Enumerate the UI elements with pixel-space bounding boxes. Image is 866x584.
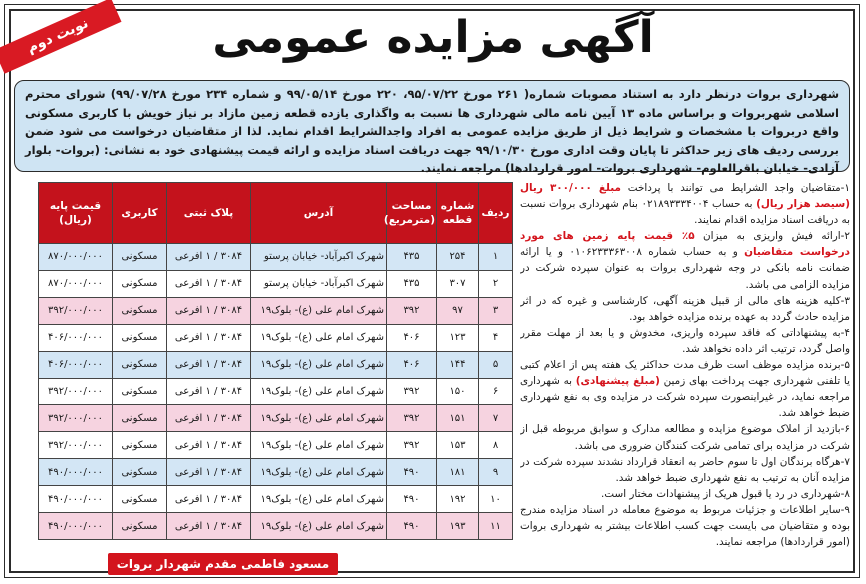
table-cell: ۳۹۲ — [387, 432, 437, 459]
lots-table-wrap — [38, 182, 512, 540]
table-cell: ۵ — [479, 351, 513, 378]
ad-title: آگهی مزایده عمومی — [212, 12, 654, 63]
table-cell: ۳۹۲ — [387, 378, 437, 405]
table-cell: ۴۰۶/۰۰۰/۰۰۰ — [39, 324, 113, 351]
table-cell: ۳۹۲/۰۰۰/۰۰۰ — [39, 405, 113, 432]
table-cell: شهرک امام علی (ع)- بلوک۱۹ — [251, 459, 387, 486]
table-cell: ۳۹۲/۰۰۰/۰۰۰ — [39, 432, 113, 459]
table-cell: ۳۰۸۴ / ۱ افرعی — [167, 244, 251, 271]
column-header: شماره قطعه — [437, 183, 479, 244]
table-row — [39, 270, 513, 297]
table-cell: ۱۸۱ — [437, 459, 479, 486]
table-cell: مسکونی — [113, 378, 167, 405]
table-cell: ۴۳۵ — [387, 270, 437, 297]
table-cell: شهرک اکبرآباد- خیابان پرستو — [251, 270, 387, 297]
table-cell: شهرک امام علی (ع)- بلوک۱۹ — [251, 351, 387, 378]
lots-table — [38, 182, 513, 540]
table-cell: مسکونی — [113, 513, 167, 540]
table-row — [39, 244, 513, 271]
round-ribbon: نوبت دوم — [0, 0, 122, 74]
condition-text-cont: و به حساب شماره ۰۱۰۶۲۳۳۳۶۳۰۰۸ و یا ارائه ضمانت نامه بانکی در وجه شهرداری بروات به عنوان سپرده شرکت در مزایده الزامی می باشد. — [520, 246, 850, 291]
table-cell: مسکونی — [113, 351, 167, 378]
table-cell: ۱۱ — [479, 513, 513, 540]
condition-text-cont: به شهرداری مراجعه نماید، در غیراینصورت سپرده شرکت در مزایده وی به نفع شهرداری ضبط خواهد شد. — [520, 375, 850, 420]
table-cell: ۶ — [479, 378, 513, 405]
table-row — [39, 513, 513, 540]
column-header: قیمت پایه (ریال) — [39, 183, 113, 244]
table-cell: ۱۹۳ — [437, 513, 479, 540]
table-cell: ۳۰۸۴ / ۱ افرعی — [167, 486, 251, 513]
intro-paragraph: شهرداری بروات درنظر دارد به استناد مصوبات شماره( ۲۶۱ مورخ ۹۵/۰۷/۲۲، ۲۲۰ مورخ ۹۹/۰۵/۱۴ و شماره ۲۳۴ مورخ ۹۹/۰۷/۲۸) شورای محترم اسلامی شهربروات و براساس ماده ۱۳ آیین نامه مالی شهرداری ها نسبت به واگذاری یازده قطعه زمین مازاد بر نیاز خویش با کاربری مسکونی واقع دربروات با مشخصات و شرایط ذیل از طریق مزایده عمومی به افراد واجدالشرایط اقدام نماید. لذا از متقاضیان درخواست می شود ضمن بررسی ردیف های زیر حداکثر تا پایان وقت اداری مورخ ۹۹/۱۰/۳۰ جهت دریافت اسناد مزایده و ارائه قیمت پیشنهادی خود به نشانی: (بروات- بلوار آزادی- خیابان باقرالعلوم- شهرداری بروات- امور قراردادها) مراجعه نمایند. — [14, 80, 850, 172]
table-cell: ۴۹۰ — [387, 459, 437, 486]
conditions-list — [520, 180, 850, 552]
table-row — [39, 486, 513, 513]
table-cell: ۳ — [479, 297, 513, 324]
column-header: ردیف — [479, 183, 513, 244]
table-cell: ۳۹۲/۰۰۰/۰۰۰ — [39, 378, 113, 405]
table-cell: ۹۷ — [437, 297, 479, 324]
table-cell: ۴۰۶ — [387, 324, 437, 351]
table-cell: ۳۰۸۴ / ۱ افرعی — [167, 405, 251, 432]
table-cell: ۳۰۸۴ / ۱ افرعی — [167, 378, 251, 405]
table-cell: مسکونی — [113, 270, 167, 297]
condition-highlight: (مبلغ پیشنهادی) — [575, 375, 660, 388]
table-cell: ۳۰۸۴ / ۱ افرعی — [167, 459, 251, 486]
table-cell: مسکونی — [113, 297, 167, 324]
table-row — [39, 405, 513, 432]
table-cell: ۱۵۳ — [437, 432, 479, 459]
table-cell: ۴۹۰/۰۰۰/۰۰۰ — [39, 459, 113, 486]
condition-item — [520, 228, 850, 292]
table-row — [39, 351, 513, 378]
table-cell: مسکونی — [113, 244, 167, 271]
table-cell: شهرک امام علی (ع)- بلوک۱۹ — [251, 432, 387, 459]
condition-item — [520, 325, 850, 357]
table-cell: ۳۰۸۴ / ۱ افرعی — [167, 513, 251, 540]
table-cell: ۱۴۴ — [437, 351, 479, 378]
table-cell: ۲ — [479, 270, 513, 297]
table-cell: ۳۹۲/۰۰۰/۰۰۰ — [39, 297, 113, 324]
condition-text: ۱-متقاضیان واجد الشرایط می توانند با پرداخت — [620, 182, 850, 194]
table-cell: شهرک امام علی (ع)- بلوک۱۹ — [251, 324, 387, 351]
table-header-row — [39, 183, 513, 244]
table-cell: ۱۲۳ — [437, 324, 479, 351]
table-cell: ۳۹۲ — [387, 405, 437, 432]
table-cell: ۴ — [479, 324, 513, 351]
table-cell: ۱۵۱ — [437, 405, 479, 432]
table-row — [39, 459, 513, 486]
table-cell: ۴۰۶/۰۰۰/۰۰۰ — [39, 351, 113, 378]
table-cell: ۴۹۰/۰۰۰/۰۰۰ — [39, 513, 113, 540]
table-body — [39, 244, 513, 540]
table-row — [39, 378, 513, 405]
table-cell: شهرک امام علی (ع)- بلوک۱۹ — [251, 405, 387, 432]
condition-text: ۲-ارائه فیش واریزی به میزان — [694, 230, 850, 243]
condition-text: ۸-شهرداری در رد یا قبول هریک از پیشنهادات مختار است. — [600, 487, 850, 500]
table-cell: ۴۹۰ — [387, 513, 437, 540]
table-cell: ۱۰ — [479, 486, 513, 513]
table-cell: ۸ — [479, 432, 513, 459]
condition-item — [520, 454, 850, 486]
column-header: مساحت (مترمربع) — [387, 183, 437, 244]
table-cell: مسکونی — [113, 486, 167, 513]
table-cell: شهرک امام علی (ع)- بلوک۱۹ — [251, 378, 387, 405]
condition-highlight: ۵٪ قیمت پایه زمین های مورد درخواست متقاضیان — [520, 230, 850, 259]
condition-item — [520, 486, 850, 502]
table-cell: ۳۰۸۴ / ۱ افرعی — [167, 351, 251, 378]
table-cell: ۳۰۸۴ / ۱ افرعی — [167, 324, 251, 351]
table-cell: ۴۹۰ — [387, 486, 437, 513]
table-cell: ۳۰۸۴ / ۱ افرعی — [167, 432, 251, 459]
table-cell: ۳۰۸۴ / ۱ افرعی — [167, 297, 251, 324]
condition-text: ۹-سایر اطلاعات و جزئیات مربوط به موضوع معامله در اسناد مزایده مندرج بوده و متقاضیان می بایست جهت کسب اطلاعات بیشتر به شهرداری بروات (امور قراردادها) مراجعه نمایند. — [520, 503, 850, 549]
table-cell: مسکونی — [113, 324, 167, 351]
table-cell: مسکونی — [113, 459, 167, 486]
condition-text: ۷-هرگاه برندگان اول تا سوم حاضر به انعقاد قرارداد نشدند سپرده شرکت در مزایده آنان به ترتیب به نفع شهرداری ضبط خواهد شد. — [520, 455, 850, 484]
column-header: آدرس — [251, 183, 387, 244]
table-row — [39, 324, 513, 351]
table-cell: ۳۰۸۴ / ۱ افرعی — [167, 270, 251, 297]
condition-highlight: مبلغ ۳۰۰/۰۰۰ ریال (سیصد هزار ریال) — [520, 182, 850, 211]
table-cell: ۴۹۰/۰۰۰/۰۰۰ — [39, 486, 113, 513]
condition-item — [520, 357, 850, 421]
table-cell: ۱ — [479, 244, 513, 271]
table-cell: ۷ — [479, 405, 513, 432]
table-cell: ۴۰۶ — [387, 351, 437, 378]
table-cell: ۹ — [479, 459, 513, 486]
table-cell: ۸۷۰/۰۰۰/۰۰۰ — [39, 270, 113, 297]
condition-text: ۳-کلیه هزینه های مالی از قبیل هزینه آگهی، کارشناسی و غیره که در اثر مزایده حادث گردد به عهده برنده مزایده خواهد بود. — [520, 294, 850, 323]
table-cell: مسکونی — [113, 432, 167, 459]
table-cell: شهرک امام علی (ع)- بلوک۱۹ — [251, 486, 387, 513]
condition-text: ۶-بازدید از املاک موضوع مزایده و مطالعه مدارک و سوابق مربوطه قبل از شرکت در مزایده برای تمامی شرکت کنندگان ضروری می باشد. — [520, 423, 850, 452]
condition-item — [520, 421, 850, 453]
table-cell: ۱۵۰ — [437, 378, 479, 405]
table-cell: ۳۰۷ — [437, 270, 479, 297]
column-header: کاربری — [113, 183, 167, 244]
table-cell: مسکونی — [113, 405, 167, 432]
condition-text-cont: به حساب ۰۲۱۸۹۳۳۳۴۰۰۴ بنام شهرداری بروات نسبت به دریافت اسناد مزایده اقدام نمایند. — [520, 198, 850, 227]
table-cell: ۸۷۰/۰۰۰/۰۰۰ — [39, 244, 113, 271]
table-cell: شهرک امام علی (ع)- بلوک۱۹ — [251, 513, 387, 540]
table-cell: ۳۹۲ — [387, 297, 437, 324]
table-cell: ۲۵۴ — [437, 244, 479, 271]
column-header: پلاک ثبتی — [167, 183, 251, 244]
table-cell: شهرک امام علی (ع)- بلوک۱۹ — [251, 297, 387, 324]
condition-item — [520, 502, 850, 550]
table-row — [39, 297, 513, 324]
condition-item — [520, 293, 850, 325]
signature-banner: مسعود فاطمی مقدم شهردار بروات — [108, 553, 338, 575]
table-cell: ۴۳۵ — [387, 244, 437, 271]
condition-item — [520, 180, 850, 228]
table-cell: شهرک اکبرآباد- خیابان پرستو — [251, 244, 387, 271]
table-row — [39, 432, 513, 459]
condition-text: ۴-به پیشنهاداتی که فاقد سپرده واریزی، مخدوش و یا بعد از مهلت مقرر واصل گردد، ترتیب اثر داده نخواهد شد. — [520, 326, 850, 355]
condition-text: ۵-برنده مزایده موظف است ظرف مدت حداکثر یک هفته پس از اعلام کتبی یا تلفنی شهرداری جهت پرداخت بهای زمین — [520, 359, 850, 388]
table-cell: ۱۹۲ — [437, 486, 479, 513]
